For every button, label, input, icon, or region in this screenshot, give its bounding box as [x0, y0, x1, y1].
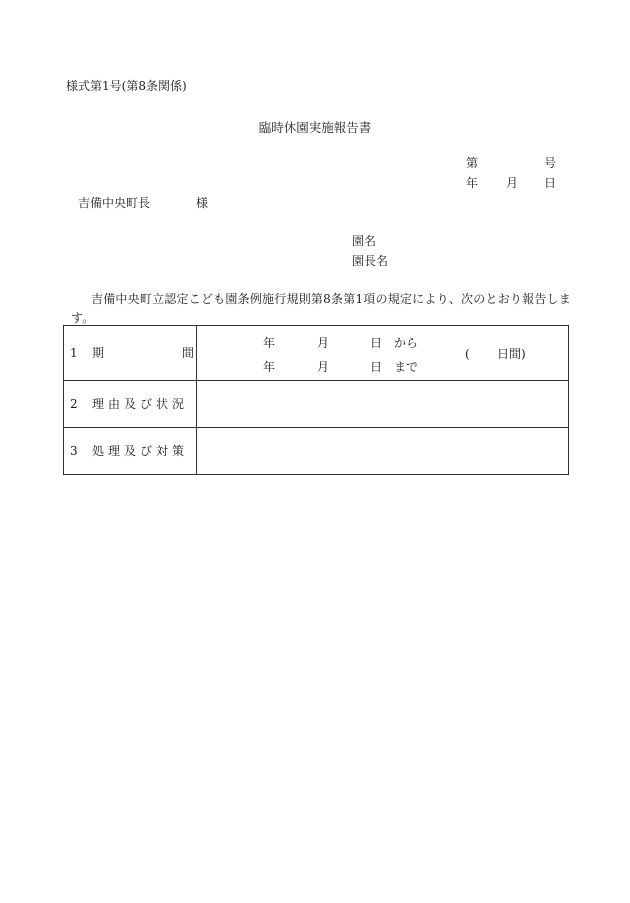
measures-label: 処理及び対策 — [92, 444, 189, 458]
to-month-label: 月 — [317, 360, 330, 374]
measures-value-cell[interactable] — [197, 428, 569, 475]
from-year-label: 年 — [263, 336, 276, 350]
date-year-label: 年 — [466, 176, 479, 190]
measures-label-cell — [64, 428, 197, 475]
kindergarten-name-label: 園名 — [352, 234, 377, 248]
addressee-name: 吉備中央町長 — [78, 196, 151, 210]
measures-number: 3 — [70, 444, 78, 458]
reference-number-prefix: 第 — [466, 156, 479, 170]
date-day-label: 日 — [544, 176, 557, 190]
period-label-cell — [64, 326, 197, 381]
duration-days-label: 日間) — [497, 347, 526, 361]
period-number: 1 — [70, 346, 78, 360]
reason-label: 理由及び状況 — [92, 397, 189, 411]
from-suffix: から — [394, 336, 419, 350]
addressee-honorific: 様 — [196, 196, 209, 210]
period-value-cell[interactable] — [197, 326, 569, 381]
document-title: 臨時休園実施報告書 — [258, 120, 372, 135]
table-row-measures — [64, 428, 569, 475]
table-row-period — [64, 326, 569, 381]
reason-label-cell — [64, 381, 197, 428]
reason-number: 2 — [70, 397, 78, 411]
from-month-label: 月 — [317, 336, 330, 350]
period-label-right: 間 — [182, 346, 195, 360]
reference-number-suffix: 号 — [544, 156, 557, 170]
to-year-label: 年 — [263, 360, 276, 374]
reason-value-cell[interactable] — [197, 381, 569, 428]
report-body-text: 吉備中央町立認定こども園条例施行規則第8条第1項の規定により、次のとおり報告します。 — [71, 292, 571, 325]
duration-open-paren: ( — [465, 347, 470, 361]
report-table — [63, 325, 569, 475]
from-day-label: 日 — [370, 336, 383, 350]
table-row-reason — [64, 381, 569, 428]
to-day-label: 日 — [370, 360, 383, 374]
form-number: 様式第1号(第8条関係) — [66, 79, 187, 93]
to-suffix: まで — [394, 360, 419, 374]
period-label-left: 期 — [92, 346, 105, 360]
date-month-label: 月 — [506, 176, 519, 190]
principal-name-label: 園長名 — [352, 254, 389, 268]
